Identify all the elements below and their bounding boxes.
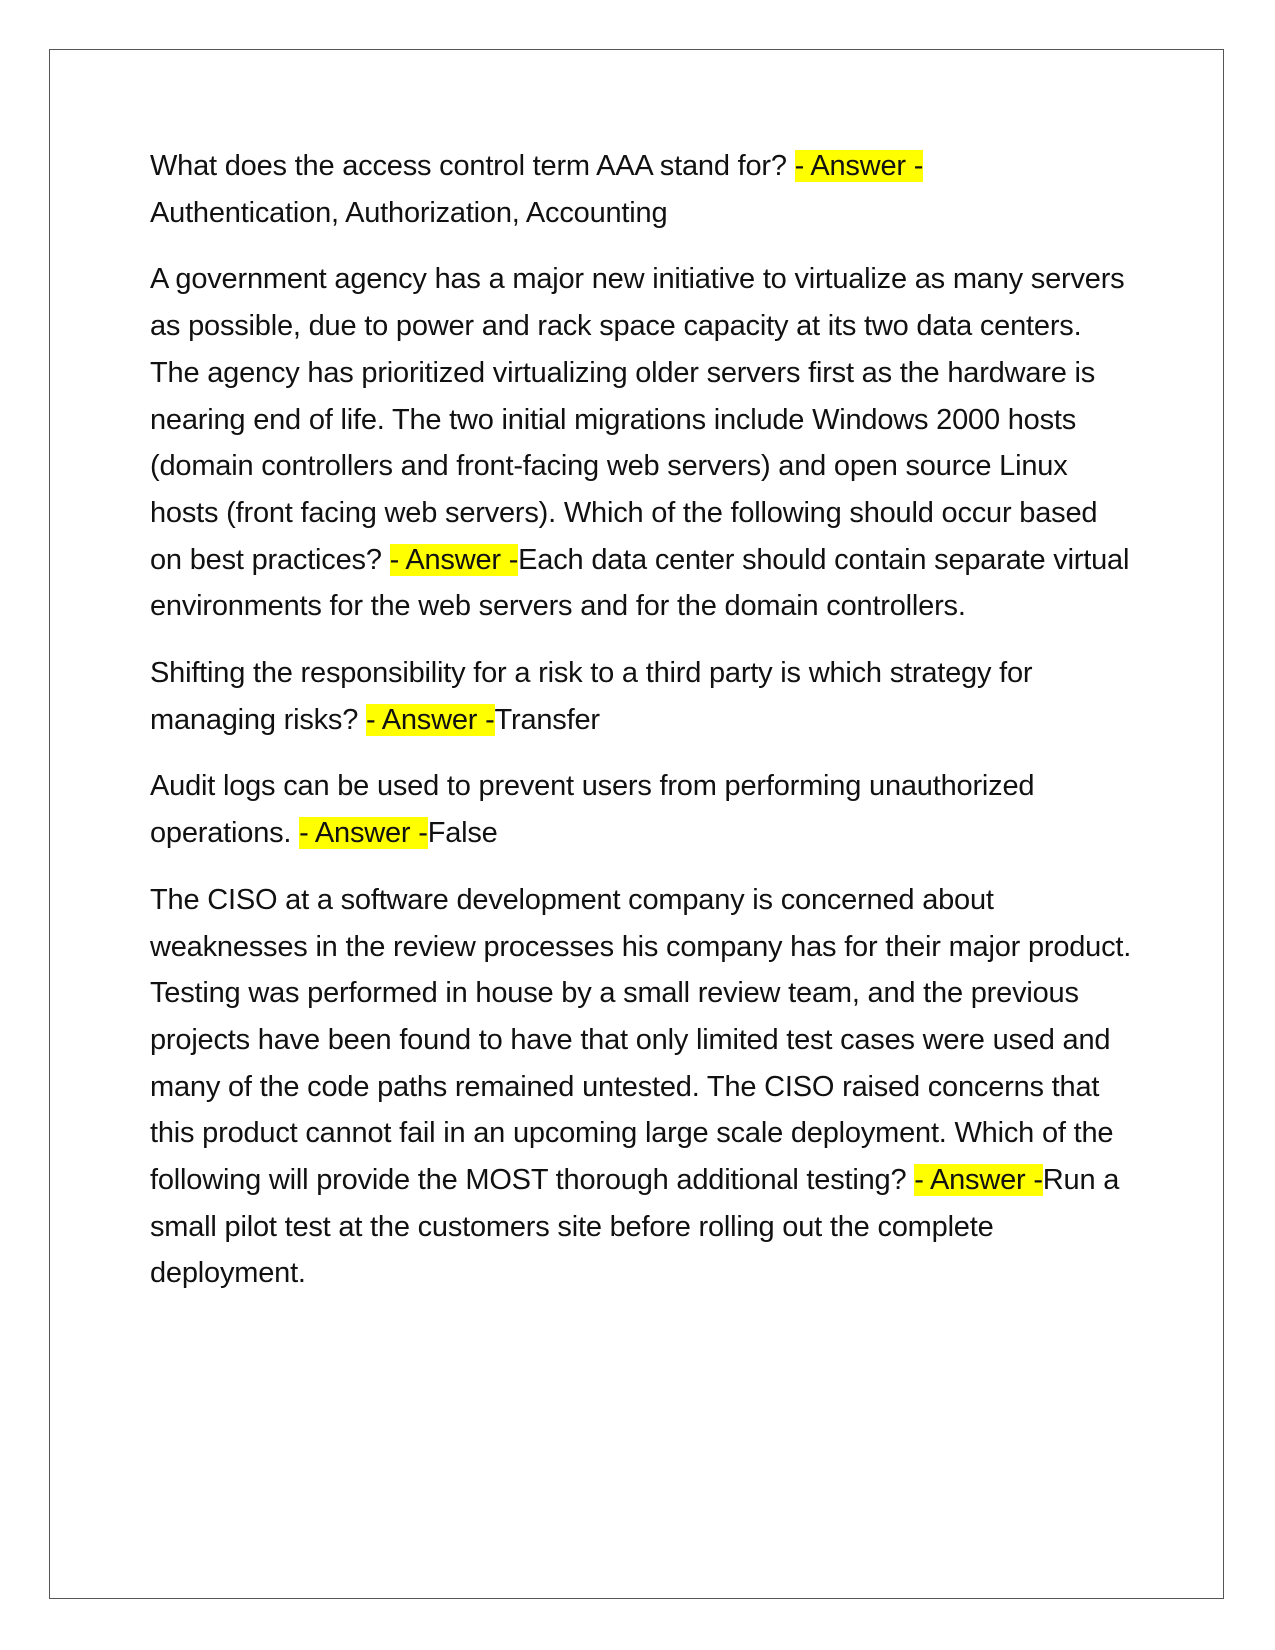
answer-text: Run a small pilot test at the customers site before rolling out the complete deployment. bbox=[150, 1164, 1120, 1290]
answer-marker: - Answer - bbox=[914, 1164, 1043, 1197]
qa-item-3 bbox=[150, 650, 1135, 743]
answer-text: Transfer bbox=[494, 703, 600, 736]
answer-marker: - Answer - bbox=[389, 543, 519, 576]
question-text: Audit logs can be used to prevent users from performing unauthorized operations. bbox=[150, 770, 1035, 850]
question-text: The CISO at a software development company is concerned about weaknesses in the review processes his company has for their major product. Testing was performed in house by a small review team, and the previous projects have been found to have that only limited test cases were used and many of the code paths remained untested. The CISO raised concerns that this product cannot fail in an upcoming large scale deployment. Which of the following will provide the MOST thorough additional testing? bbox=[150, 883, 1132, 1197]
question-text: A government agency has a major new initiative to virtualize as many servers as possible, due to power and rack space capacity at its two data centers. The agency has prioritized virtualizing older servers first as the hardware is nearing end of life. The two initial migrations include Windows 2000 hosts (domain controllers and front-facing web servers) and open source Linux hosts (front facing web servers). Which of the following should occur based on best practices? bbox=[150, 263, 1125, 576]
qa-item-4 bbox=[150, 763, 1135, 856]
answer-text: Each data center should contain separate virtual environments for the web servers and for the domain controllers. bbox=[150, 543, 1130, 623]
answer-text: Authentication, Authorization, Accounting bbox=[150, 196, 668, 229]
answer-text: False bbox=[427, 817, 498, 850]
qa-item-2 bbox=[150, 256, 1135, 630]
qa-item-5 bbox=[150, 877, 1135, 1297]
answer-marker: - Answer - bbox=[299, 817, 428, 850]
answer-marker: - Answer - bbox=[366, 703, 495, 736]
question-text: What does the access control term AAA stand for? bbox=[150, 150, 795, 182]
question-text: Shifting the responsibility for a risk to a third party is which strategy for managing risks? bbox=[150, 657, 1033, 736]
answer-marker: - Answer - bbox=[794, 150, 924, 182]
document-body bbox=[150, 143, 1135, 1317]
qa-item-1 bbox=[150, 143, 1135, 236]
